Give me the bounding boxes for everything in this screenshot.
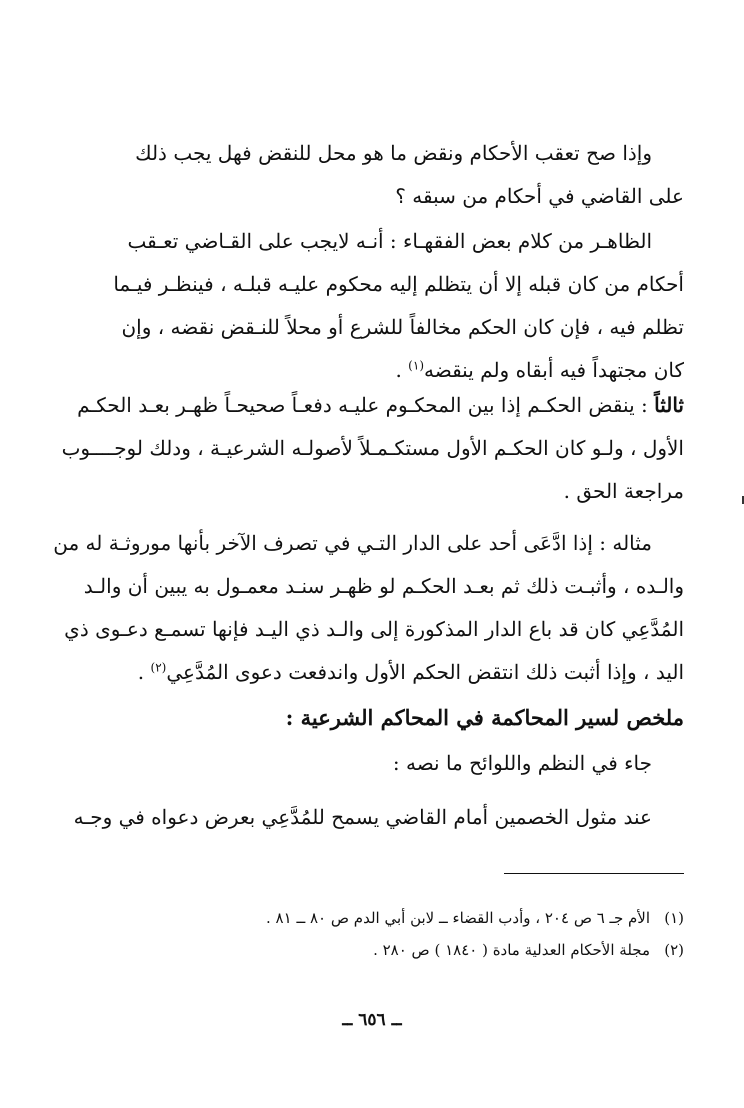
paragraph-line: تظلم فيه ، فإن كان الحكم مخالفاً للشرع أو محلاً للنـقض نقضه ، وإن	[121, 315, 684, 339]
paragraph-line: مثاله : إذا ادَّعَى أحد على الدار التـي في تصرف الآخر بأنها موروثـة له من	[53, 531, 652, 555]
paragraph-line: المُدَّعِي كان قد باع الدار المذكورة إلى والـد ذي اليـد فإنها تسمـع دعـوى ذي	[64, 617, 684, 641]
heading-text: ملخص لسير المحاكمة في المحاكم الشرعية :	[285, 705, 684, 730]
paragraph-line-text: كان مجتهداً فيه أبقاه ولم ينقضه	[424, 358, 684, 382]
paragraph-line: الأول ، ولـو كان الحكـم الأول مستكـمـلاً لأصولـه الشرعيـة ، ودلك لوجــــوب	[61, 436, 684, 460]
paragraph-line: جاء في النظم واللوائح ما نصه :	[392, 751, 652, 775]
paragraph-1	[52, 132, 684, 218]
paragraph-line: الظاهـر من كلام بعض الفقهـاء : أنـه لايجب على القـاضي تعـقب	[127, 229, 652, 253]
paragraph-line-text: اليد ، وإذا أثبت ذلك انتقض الحكم الأول واندفعت دعوى المُدَّعِي	[166, 660, 684, 684]
footnotes	[64, 902, 684, 966]
paragraph-4	[52, 522, 684, 694]
paragraph-line	[52, 651, 684, 694]
paragraph-line-end: .	[137, 660, 151, 684]
footnote-number: (٢)	[664, 941, 684, 959]
footnote-ref-1: (١)	[408, 358, 424, 373]
paragraph-2	[52, 220, 684, 392]
page-number: ــ ٦٥٦ ــ	[342, 1010, 402, 1030]
footnote-number: (١)	[664, 909, 684, 927]
paragraph-line-text: : ينقض الحكـم إذا بين المحكـوم عليـه دفعـاً صحيحـاً ظهـر بعـد الحكـم	[77, 393, 655, 417]
paragraph-5	[52, 742, 684, 785]
paragraph-line: والـده ، وأثبـت ذلك ثم بعـد الحكـم لو ظهـر سنـد معمـول به يبين أن والـد	[83, 574, 684, 598]
footnote-2	[64, 934, 684, 966]
footnote-text: مجلة الأحكام العدلية مادة ( ١٨٤٠ ) ص ٢٨٠ .	[373, 941, 650, 959]
footnote-text: الأم جـ ٦ ص ٢٠٤ ، وأدب القضاء ــ لابن أبي الدم ص ٨٠ ــ ٨١ .	[266, 909, 650, 927]
paragraph-3	[52, 384, 684, 513]
footnote-divider	[504, 873, 684, 874]
paragraph-line-end: .	[395, 358, 409, 382]
paragraph-line: عند مثول الخصمين أمام القاضي يسمح للمُدَّعِي بعرض دعواه في وجـه	[73, 805, 652, 829]
paragraph-6	[52, 796, 684, 839]
paragraph-line	[52, 384, 684, 427]
section-heading	[52, 696, 684, 739]
paragraph-line: أحكام من كان قبله إلا أن يتظلم إليه محكوم عليـه قبلـه ، فينظـر فيـما	[113, 272, 684, 296]
footnote-ref-2: (٢)	[150, 660, 167, 675]
section-label: ثالثاً	[654, 393, 684, 417]
footnote-1	[64, 902, 684, 934]
paragraph-line: وإذا صح تعقب الأحكام ونقض ما هو محل للنقض فهل يجب ذلك	[135, 141, 652, 165]
paragraph-line: مراجعة الحق .	[563, 479, 684, 503]
paragraph-line: على القاضي في أحكام من سبقه ؟	[395, 184, 684, 208]
